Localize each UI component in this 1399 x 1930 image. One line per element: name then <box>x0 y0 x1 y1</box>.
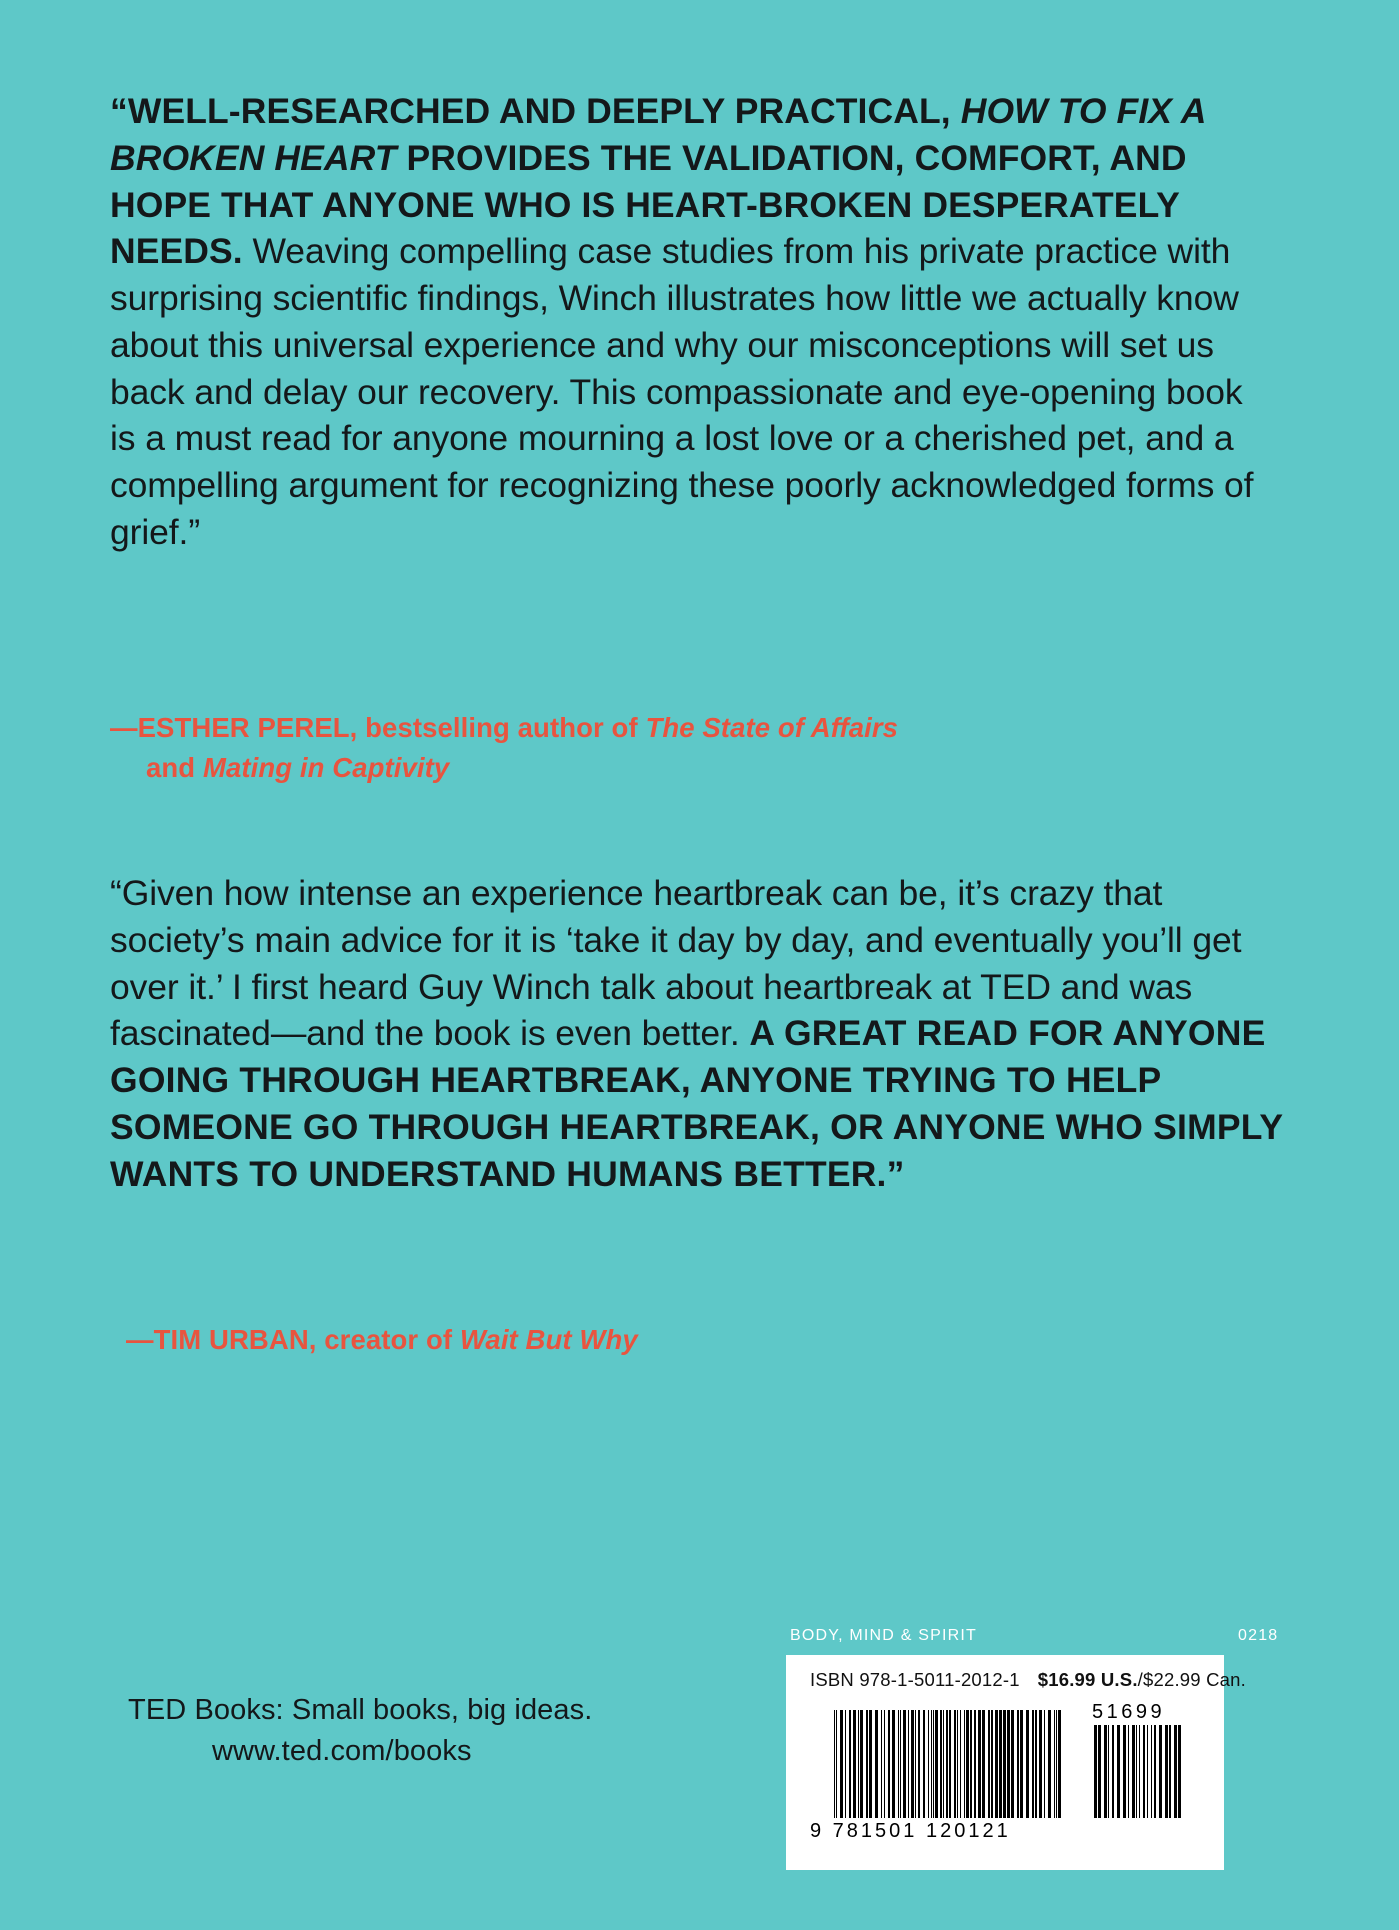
bisac-category: BODY, MIND & SPIRIT <box>790 1627 977 1644</box>
ean-digits: 9 781501 120121 <box>810 1820 1011 1842</box>
blurb1-body: Weaving compelling case studies from his private practice with surprising scientific findings, Winch illustrates how little we actually know about this universal experience and why our misconceptions will set us back and delay our recovery. This compassionate and eye-opening book is a must read for anyone mourning a lost love or a cherished pet, and a compelling argument for recognizing these poorly acknowledged forms of grief.” <box>110 231 1254 553</box>
attribution-role: bestselling author of <box>357 712 646 743</box>
isbn-number: ISBN 978-1-5011-2012-1 <box>810 1669 1020 1690</box>
attribution-name: —TIM URBAN, <box>126 1324 317 1355</box>
attribution-work-1: The State of Affairs <box>645 712 899 743</box>
price-us: $16.99 U.S. <box>1037 1669 1138 1690</box>
attribution-esther-perel <box>110 708 1290 788</box>
blurb2-caps: A GREAT READ FOR ANYONE GOING THROUGH HEARTBREAK, ANYONE TRYING TO HELP SOMEONE GO THROUGH HEARTBREAK, OR ANYONE WHO SIMPLY WANTS TO UNDERSTAND HUMANS BETTER.” <box>110 1013 1283 1194</box>
ted-books-tagline: TED Books: Small books, big ideas. <box>128 1694 593 1726</box>
blurb1-book-title: HOW TO FIX A BROKEN HEART <box>110 91 1206 178</box>
attribution-work-2: Mating in Captivity <box>202 751 450 783</box>
barcode-block <box>786 1655 1246 1870</box>
bisac-code: 0218 <box>1238 1627 1279 1644</box>
isbn-line <box>810 1669 1246 1691</box>
blurb1-caps-part1: “WELL-RESEARCHED AND DEEPLY PRACTICAL, <box>110 91 961 131</box>
blurb-tim-urban <box>110 870 1290 1197</box>
blurb2-body: “Given how intense an experience heartbreak can be, it’s crazy that society’s main advice for it is ‘take it day by day, and eventually you’ll get over it.’ I first heard Guy Winch talk about heartbreak at TED and was fascinated—and the book is even better. <box>110 873 1242 1054</box>
attribution-name: —ESTHER PEREL, <box>110 712 358 743</box>
attribution-role: creator of <box>316 1324 460 1355</box>
blurb1-caps-part2: PROVIDES THE VALIDATION, COMFORT, AND HOPE THAT ANYONE WHO IS HEART-BROKEN DESPERATELY NEEDS. <box>110 137 1187 272</box>
addon-digits: 51699 <box>1092 1701 1166 1723</box>
attribution-work-1: Wait But Why <box>459 1324 638 1355</box>
blurb-esther-perel <box>110 88 1270 556</box>
ean13-barcode <box>834 1710 1062 1818</box>
price-can: /$22.99 Can. <box>1137 1669 1246 1690</box>
ted-books-footer <box>128 1690 592 1772</box>
attribution-conjunction: and <box>146 751 203 783</box>
ted-books-url[interactable]: www.ted.com/books <box>212 1735 472 1768</box>
attribution-tim-urban <box>126 1320 1226 1360</box>
ean5-addon-barcode <box>1094 1725 1184 1818</box>
